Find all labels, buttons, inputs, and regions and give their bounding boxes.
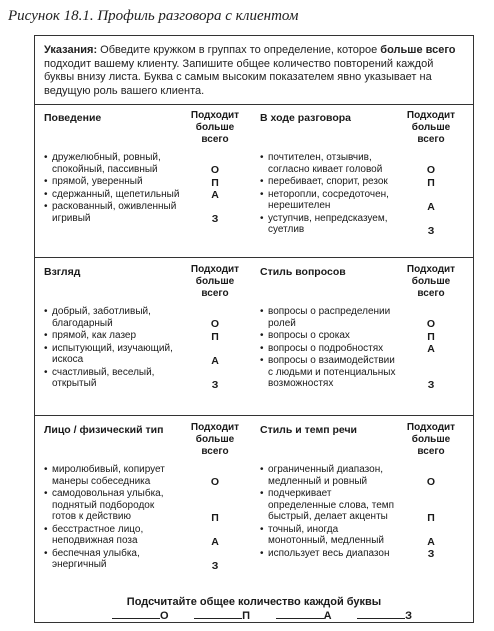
option-letter[interactable]: О <box>426 318 436 330</box>
option-text: • прямой, уверенный <box>44 176 180 188</box>
option-text: • прямой, как лазер <box>44 330 180 342</box>
section-question-style <box>260 264 460 391</box>
option-text: • почтителен, отзывчив, согласно кивает головой <box>260 152 396 175</box>
figure-caption: Рисунок 18.1. Профиль разговора с клиентом <box>8 8 299 24</box>
section-title: Поведение <box>44 112 102 124</box>
option-letter[interactable]: А <box>211 354 219 367</box>
option-letter[interactable]: П <box>427 511 435 524</box>
option-text: • использует весь диапазон <box>260 548 396 560</box>
footer-instruction: Подсчитайте общее количество каждой буквы <box>126 596 382 608</box>
option-text: • дружелюбный, ровный, спокойный, пассивный <box>44 152 180 175</box>
option-letter[interactable]: О <box>210 318 220 330</box>
option-letter[interactable]: О <box>210 164 220 176</box>
total-blank[interactable] <box>357 608 405 619</box>
total-letter: З <box>405 610 412 622</box>
section-title: Стиль вопросов <box>260 266 346 278</box>
option-letter[interactable]: З <box>427 548 435 560</box>
divider-top <box>34 104 474 105</box>
option-text: • вопросы о сроках <box>260 330 396 342</box>
option-letter[interactable]: А <box>427 200 435 213</box>
option-letter[interactable]: П <box>211 176 219 189</box>
option-letter[interactable]: З <box>211 213 219 225</box>
instructions-text-2: подходит вашему клиенту. Запишите общее количество повторений каждой буквы внизу листа. Буква с самым высоким показателем явно указывает на ведущую роль вашего клиента. <box>44 57 434 97</box>
fit-header: Подходит больше всего <box>406 422 456 457</box>
option-letter[interactable]: А <box>211 535 219 548</box>
fit-header: Подходит больше всего <box>190 110 240 145</box>
option-letter[interactable]: А <box>427 535 435 548</box>
option-text: • добрый, заботливый, благодарный <box>44 306 180 329</box>
option-letter[interactable]: А <box>427 343 435 355</box>
option-text: • точный, иногда монотонный, медленный <box>260 524 396 547</box>
option-letter[interactable]: П <box>211 330 219 343</box>
option-text: • самодовольная улыбка, поднятый подбородок готов к действию <box>44 488 180 523</box>
option-text: • подчеркивает определенные слова, темп быстрый, делает акценты <box>260 488 396 523</box>
option-letter[interactable]: О <box>210 476 220 488</box>
option-text: • сдержанный, щепетильный <box>44 189 180 201</box>
section-behavior <box>44 110 244 225</box>
totals-row <box>112 608 412 622</box>
total-letter: О <box>160 610 169 622</box>
section-title: Лицо / физический тип <box>44 424 164 436</box>
fit-header: Подходит больше всего <box>190 422 240 457</box>
option-text: • испытующий, изучающий, искоса <box>44 343 180 366</box>
option-letter[interactable]: А <box>211 189 219 201</box>
total-blank[interactable] <box>112 608 160 619</box>
total-blank[interactable] <box>276 608 324 619</box>
option-text: • уступчив, непредсказуем, суетлив <box>260 213 396 236</box>
option-letter[interactable]: З <box>211 559 219 572</box>
instructions-label: Указания: <box>44 44 98 56</box>
instructions-emphasis: больше всего <box>380 44 456 56</box>
divider-middle-1 <box>34 257 474 258</box>
option-text: • неторопли, сосредоточен, нерешителен <box>260 189 396 212</box>
option-text: • вопросы о распределении ролей <box>260 306 396 329</box>
option-text: • бесстрастное лицо, неподвижная поза <box>44 524 180 547</box>
section-title: Стиль и темп речи <box>260 424 358 436</box>
option-letter[interactable]: З <box>427 224 435 237</box>
total-blank[interactable] <box>194 608 242 619</box>
option-text: • вопросы о взаимодействии с людьми и потенциальных возможностях <box>260 355 396 390</box>
option-text: • счастливый, веселый, открытый <box>44 367 180 390</box>
option-text: • миролюбивый, копирует манеры собеседника <box>44 464 180 487</box>
divider-middle-2 <box>34 415 474 416</box>
fit-header: Подходит больше всего <box>190 264 240 299</box>
option-letter[interactable]: О <box>426 476 436 488</box>
option-text: • беспечная улыбка, энергичный <box>44 548 180 571</box>
option-text: • ограниченный диапазон, медленный и ровный <box>260 464 396 487</box>
instructions <box>44 44 464 98</box>
section-speech-style <box>260 422 460 560</box>
fit-header: Подходит больше всего <box>406 110 456 145</box>
option-letter[interactable]: З <box>211 378 219 391</box>
fit-header: Подходит больше всего <box>406 264 456 299</box>
option-letter[interactable]: П <box>427 330 435 343</box>
option-letter[interactable]: З <box>427 378 435 391</box>
option-letter[interactable]: П <box>427 176 435 189</box>
total-letter: А <box>323 610 332 622</box>
option-text: • вопросы о подробностях <box>260 343 396 355</box>
section-title: В ходе разговора <box>260 112 352 124</box>
section-face-physical-type <box>44 422 244 572</box>
section-during-conversation <box>260 110 460 237</box>
option-text: • перебивает, спорит, резок <box>260 176 396 188</box>
total-letter: П <box>242 610 251 622</box>
section-gaze <box>44 264 244 391</box>
option-letter[interactable]: О <box>426 164 436 176</box>
section-title: Взгляд <box>44 266 81 278</box>
instructions-text-1: Обведите кружком в группах то определение, которое <box>97 44 381 56</box>
option-letter[interactable]: П <box>211 511 219 524</box>
option-text: • раскованный, оживленный игривый <box>44 201 180 224</box>
